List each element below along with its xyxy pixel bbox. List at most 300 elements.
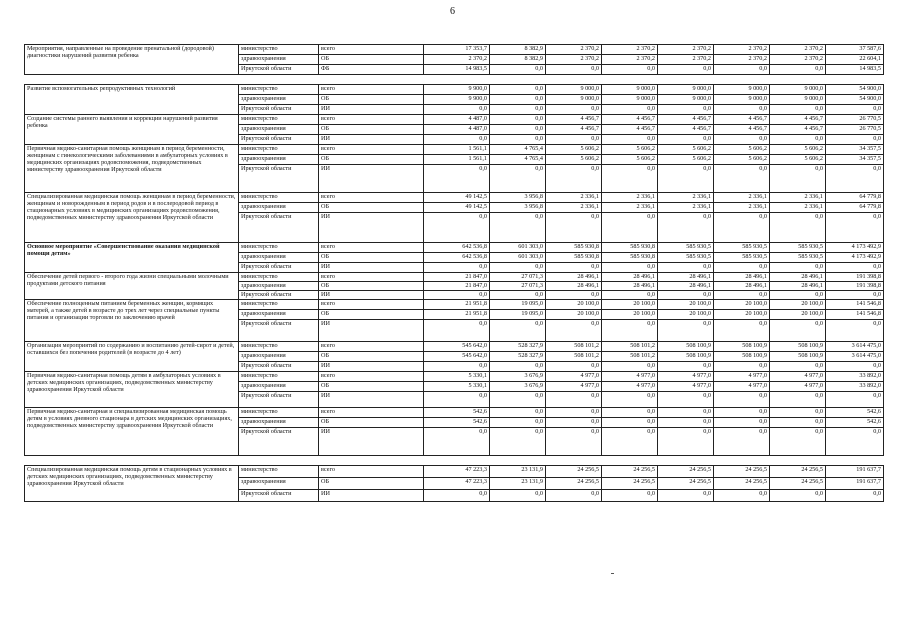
- year-value-cell: 4 977,0: [602, 382, 658, 392]
- funding-source-cell: ИИ: [319, 428, 424, 456]
- year-value-cell: 24 256,5: [770, 478, 826, 490]
- funding-source-cell: всего: [319, 408, 424, 418]
- year-value-cell: 508 100,9: [658, 352, 714, 362]
- year-value-cell: 585 930,5: [714, 243, 770, 253]
- year-value-cell: 0,0: [424, 490, 490, 502]
- year-value-cell: 0,0: [658, 418, 714, 428]
- year-value-cell: 4 977,0: [602, 372, 658, 382]
- year-value-cell: 0,0: [658, 263, 714, 273]
- year-value-cell: 28 496,1: [602, 282, 658, 291]
- funding-source-cell: всего: [319, 300, 424, 310]
- year-value-cell: 601 303,0: [490, 243, 546, 253]
- year-value-cell: 9 000,0: [770, 95, 826, 105]
- total-value-cell: 0,0: [826, 490, 884, 502]
- year-value-cell: 0,0: [714, 320, 770, 342]
- year-value-cell: 0,0: [714, 392, 770, 408]
- year-value-cell: 24 256,5: [546, 478, 602, 490]
- year-value-cell: 4 456,7: [658, 115, 714, 125]
- total-value-cell: 4 173 492,9: [826, 243, 884, 253]
- year-value-cell: 0,0: [770, 135, 826, 145]
- year-value-cell: 0,0: [490, 291, 546, 300]
- year-value-cell: 0,0: [490, 125, 546, 135]
- year-value-cell: 28 496,1: [546, 282, 602, 291]
- executor-cell: здравоохранения: [239, 55, 319, 65]
- executor-cell: Иркутской области: [239, 135, 319, 145]
- year-value-cell: 585 930,8: [602, 253, 658, 263]
- year-value-cell: 2 370,2: [658, 55, 714, 65]
- year-value-cell: 49 142,5: [424, 203, 490, 213]
- year-value-cell: 4 977,0: [770, 372, 826, 382]
- funding-source-cell: ОБ: [319, 310, 424, 320]
- year-value-cell: 4 456,7: [714, 115, 770, 125]
- year-value-cell: 24 256,5: [602, 466, 658, 478]
- year-value-cell: 28 496,1: [770, 273, 826, 282]
- year-value-cell: 2 370,2: [770, 45, 826, 55]
- year-value-cell: 9 000,0: [602, 95, 658, 105]
- year-value-cell: 545 642,0: [424, 342, 490, 352]
- year-value-cell: 508 100,9: [714, 342, 770, 352]
- year-value-cell: 585 930,8: [602, 243, 658, 253]
- total-value-cell: 14 983,5: [826, 65, 884, 75]
- executor-cell: Иркутской области: [239, 291, 319, 300]
- executor-cell: Иркутской области: [239, 105, 319, 115]
- year-value-cell: 0,0: [602, 392, 658, 408]
- executor-cell: министерство: [239, 193, 319, 203]
- year-value-cell: 0,0: [490, 105, 546, 115]
- executor-cell: министерство: [239, 115, 319, 125]
- year-value-cell: 27 071,3: [490, 282, 546, 291]
- executor-cell: министерство: [239, 243, 319, 253]
- year-value-cell: 2 370,2: [658, 45, 714, 55]
- funding-source-cell: всего: [319, 342, 424, 352]
- year-value-cell: 0,0: [714, 105, 770, 115]
- year-value-cell: 5 606,2: [602, 145, 658, 155]
- year-value-cell: 528 327,9: [490, 352, 546, 362]
- year-value-cell: 642 536,8: [424, 243, 490, 253]
- funding-source-cell: ОБ: [319, 282, 424, 291]
- year-value-cell: 0,0: [658, 320, 714, 342]
- year-value-cell: 0,0: [490, 392, 546, 408]
- year-value-cell: 0,0: [658, 213, 714, 243]
- year-value-cell: 0,0: [546, 105, 602, 115]
- year-value-cell: 0,0: [546, 135, 602, 145]
- year-value-cell: 542,6: [424, 418, 490, 428]
- year-value-cell: 0,0: [490, 362, 546, 372]
- total-value-cell: 3 614 475,0: [826, 342, 884, 352]
- funding-source-cell: ОБ: [319, 95, 424, 105]
- year-value-cell: 4 456,7: [602, 125, 658, 135]
- executor-cell: министерство: [239, 466, 319, 478]
- funding-source-cell: ИИ: [319, 105, 424, 115]
- executor-cell: здравоохранения: [239, 203, 319, 213]
- year-value-cell: 0,0: [714, 490, 770, 502]
- year-value-cell: 2 370,2: [602, 45, 658, 55]
- year-value-cell: 0,0: [658, 408, 714, 418]
- year-value-cell: 0,0: [546, 428, 602, 456]
- row-separator: [25, 456, 884, 466]
- year-value-cell: 0,0: [490, 165, 546, 193]
- total-value-cell: 0,0: [826, 362, 884, 372]
- executor-cell: министерство: [239, 273, 319, 282]
- year-value-cell: 0,0: [658, 105, 714, 115]
- year-value-cell: 9 000,0: [602, 85, 658, 95]
- total-value-cell: 0,0: [826, 165, 884, 193]
- year-value-cell: 0,0: [424, 428, 490, 456]
- year-value-cell: 23 131,9: [490, 478, 546, 490]
- activity-name-cell: Основное мероприятие «Совершенствование оказания медицинской помощи детям»: [25, 243, 239, 273]
- year-value-cell: 9 000,0: [658, 95, 714, 105]
- year-value-cell: 3 956,8: [490, 193, 546, 203]
- executor-cell: здравоохранения: [239, 382, 319, 392]
- year-value-cell: 5 606,2: [770, 155, 826, 165]
- total-value-cell: 0,0: [826, 291, 884, 300]
- year-value-cell: 0,0: [546, 392, 602, 408]
- year-value-cell: 4 977,0: [714, 372, 770, 382]
- executor-cell: здравоохранения: [239, 125, 319, 135]
- year-value-cell: 4 456,7: [770, 115, 826, 125]
- executor-cell: министерство: [239, 85, 319, 95]
- year-value-cell: 0,0: [770, 165, 826, 193]
- year-value-cell: 0,0: [490, 428, 546, 456]
- year-value-cell: 9 000,0: [546, 85, 602, 95]
- activity-name-cell: Организация мероприятий по содержанию и воспитанию детей-сирот и детей, оставшихся без попечения родителей (в возрасте до 4 лет): [25, 342, 239, 372]
- year-value-cell: 0,0: [546, 213, 602, 243]
- year-value-cell: 642 536,8: [424, 253, 490, 263]
- year-value-cell: 28 496,1: [658, 282, 714, 291]
- table-row: [25, 372, 884, 382]
- funding-source-cell: всего: [319, 45, 424, 55]
- funding-source-cell: ИИ: [319, 263, 424, 273]
- year-value-cell: 2 370,2: [714, 45, 770, 55]
- year-value-cell: 0,0: [490, 408, 546, 418]
- year-value-cell: 0,0: [602, 362, 658, 372]
- year-value-cell: 0,0: [602, 408, 658, 418]
- year-value-cell: 0,0: [546, 320, 602, 342]
- year-value-cell: 4 765,4: [490, 155, 546, 165]
- funding-source-cell: ИИ: [319, 213, 424, 243]
- year-value-cell: 24 256,5: [714, 466, 770, 478]
- table-row: [25, 45, 884, 55]
- year-value-cell: 5 606,2: [658, 145, 714, 155]
- executor-cell: Иркутской области: [239, 428, 319, 456]
- year-value-cell: 0,0: [424, 362, 490, 372]
- year-value-cell: 0,0: [490, 115, 546, 125]
- year-value-cell: 23 131,9: [490, 466, 546, 478]
- year-value-cell: 0,0: [770, 392, 826, 408]
- executor-cell: здравоохранения: [239, 352, 319, 362]
- year-value-cell: 9 900,0: [424, 85, 490, 95]
- year-value-cell: 2 336,1: [658, 203, 714, 213]
- activity-name-cell: Первичная медико-санитарная помощь детям в амбулаторных условиях в детских медицинских организациях, подведомственных министерству здравоохранения Иркутской области: [25, 372, 239, 408]
- year-value-cell: 542,6: [424, 408, 490, 418]
- year-value-cell: 20 100,0: [546, 300, 602, 310]
- year-value-cell: 0,0: [424, 291, 490, 300]
- year-value-cell: 0,0: [546, 291, 602, 300]
- year-value-cell: 20 100,0: [602, 300, 658, 310]
- year-value-cell: 20 100,0: [770, 310, 826, 320]
- year-value-cell: 0,0: [770, 320, 826, 342]
- year-value-cell: 5 330,1: [424, 382, 490, 392]
- funding-source-cell: ОБ: [319, 382, 424, 392]
- year-value-cell: 19 095,0: [490, 300, 546, 310]
- year-value-cell: 9 000,0: [714, 95, 770, 105]
- year-value-cell: 2 336,1: [546, 203, 602, 213]
- executor-cell: Иркутской области: [239, 490, 319, 502]
- year-value-cell: 3 676,9: [490, 382, 546, 392]
- activity-name-cell: Обеспечение полноценным питанием беременных женщин, кормящих матерей, а также детей в возрасте до трех лет через специальные пункты питания и организации торговли по заключению врачей: [25, 300, 239, 342]
- total-value-cell: 542,6: [826, 408, 884, 418]
- year-value-cell: 9 000,0: [546, 95, 602, 105]
- executor-cell: министерство: [239, 372, 319, 382]
- table-row: [25, 85, 884, 95]
- year-value-cell: 21 847,0: [424, 282, 490, 291]
- year-value-cell: 0,0: [546, 263, 602, 273]
- year-value-cell: 2 336,1: [658, 193, 714, 203]
- year-value-cell: 3 676,9: [490, 372, 546, 382]
- funding-source-cell: всего: [319, 115, 424, 125]
- year-value-cell: 0,0: [546, 165, 602, 193]
- total-value-cell: 22 604,1: [826, 55, 884, 65]
- executor-cell: здравоохранения: [239, 478, 319, 490]
- year-value-cell: 601 303,0: [490, 253, 546, 263]
- total-value-cell: 54 900,0: [826, 95, 884, 105]
- year-value-cell: 0,0: [714, 428, 770, 456]
- year-value-cell: 0,0: [770, 263, 826, 273]
- year-value-cell: 508 101,2: [602, 342, 658, 352]
- row-separator: [25, 75, 884, 85]
- funding-source-cell: ИИ: [319, 291, 424, 300]
- year-value-cell: 0,0: [546, 490, 602, 502]
- year-value-cell: 5 606,2: [714, 145, 770, 155]
- year-value-cell: 0,0: [602, 428, 658, 456]
- year-value-cell: 0,0: [546, 362, 602, 372]
- year-value-cell: 4 456,7: [714, 125, 770, 135]
- year-value-cell: 0,0: [546, 408, 602, 418]
- year-value-cell: 0,0: [490, 490, 546, 502]
- year-value-cell: 0,0: [658, 428, 714, 456]
- executor-cell: Иркутской области: [239, 320, 319, 342]
- year-value-cell: 4 456,7: [770, 125, 826, 135]
- year-value-cell: 20 100,0: [714, 300, 770, 310]
- activity-name-cell: Мероприятия, направленные на проведение пренатальной (дородовой) диагностики нарушений развития ребенка: [25, 45, 239, 75]
- executor-cell: здравоохранения: [239, 418, 319, 428]
- table-row: [25, 273, 884, 282]
- year-value-cell: 0,0: [658, 135, 714, 145]
- year-value-cell: 0,0: [490, 135, 546, 145]
- year-value-cell: 508 100,9: [658, 342, 714, 352]
- year-value-cell: 5 606,2: [658, 155, 714, 165]
- funding-source-cell: ИИ: [319, 135, 424, 145]
- year-value-cell: 4 977,0: [546, 382, 602, 392]
- year-value-cell: 0,0: [658, 490, 714, 502]
- year-value-cell: 0,0: [714, 213, 770, 243]
- funding-source-cell: всего: [319, 145, 424, 155]
- table-row: [25, 466, 884, 478]
- year-value-cell: 0,0: [490, 320, 546, 342]
- year-value-cell: 4 977,0: [658, 382, 714, 392]
- executor-cell: Иркутской области: [239, 263, 319, 273]
- year-value-cell: 2 370,2: [770, 55, 826, 65]
- year-value-cell: 21 951,8: [424, 300, 490, 310]
- year-value-cell: 0,0: [770, 291, 826, 300]
- funding-source-cell: всего: [319, 85, 424, 95]
- year-value-cell: 0,0: [602, 135, 658, 145]
- year-value-cell: 4 977,0: [546, 372, 602, 382]
- year-value-cell: 27 071,3: [490, 273, 546, 282]
- year-value-cell: 2 370,2: [714, 55, 770, 65]
- total-value-cell: 141 546,8: [826, 310, 884, 320]
- year-value-cell: 19 095,0: [490, 310, 546, 320]
- year-value-cell: 4 456,7: [658, 125, 714, 135]
- funding-source-cell: ОБ: [319, 55, 424, 65]
- year-value-cell: 17 353,7: [424, 45, 490, 55]
- year-value-cell: 0,0: [490, 85, 546, 95]
- executor-cell: здравоохранения: [239, 155, 319, 165]
- year-value-cell: 20 100,0: [714, 310, 770, 320]
- year-value-cell: 4 487,0: [424, 125, 490, 135]
- total-value-cell: 0,0: [826, 428, 884, 456]
- table-row: [25, 145, 884, 155]
- year-value-cell: 0,0: [714, 362, 770, 372]
- year-value-cell: 2 336,1: [602, 203, 658, 213]
- year-value-cell: 0,0: [602, 165, 658, 193]
- year-value-cell: 9 900,0: [424, 95, 490, 105]
- year-value-cell: 0,0: [424, 263, 490, 273]
- year-value-cell: 0,0: [770, 362, 826, 372]
- funding-source-cell: всего: [319, 243, 424, 253]
- activity-name-cell: Специализированная медицинская помощь детям в стационарных условиях в детских медицинских организациях, подведомственных министерству здравоохранения Иркутской области: [25, 466, 239, 502]
- year-value-cell: 5 606,2: [602, 155, 658, 165]
- year-value-cell: 585 930,8: [546, 243, 602, 253]
- year-value-cell: 8 382,9: [490, 55, 546, 65]
- funding-source-cell: ОБ: [319, 155, 424, 165]
- year-value-cell: 0,0: [714, 165, 770, 193]
- activity-name-cell: Обеспечение детей первого - второго года жизни специальными молочными продуктами детского питания: [25, 273, 239, 300]
- table-row: [25, 193, 884, 203]
- year-value-cell: 2 336,1: [770, 203, 826, 213]
- executor-cell: министерство: [239, 145, 319, 155]
- executor-cell: министерство: [239, 408, 319, 418]
- year-value-cell: 0,0: [490, 418, 546, 428]
- executor-cell: Иркутской области: [239, 213, 319, 243]
- year-value-cell: 508 101,2: [602, 352, 658, 362]
- total-value-cell: 141 546,8: [826, 300, 884, 310]
- year-value-cell: 0,0: [602, 213, 658, 243]
- executor-cell: Иркутской области: [239, 362, 319, 372]
- year-value-cell: 0,0: [424, 165, 490, 193]
- year-value-cell: 20 100,0: [602, 310, 658, 320]
- year-value-cell: 0,0: [424, 105, 490, 115]
- total-value-cell: 191 398,8: [826, 282, 884, 291]
- total-value-cell: 64 779,8: [826, 193, 884, 203]
- year-value-cell: 4 977,0: [714, 382, 770, 392]
- year-value-cell: 14 983,5: [424, 65, 490, 75]
- total-value-cell: 0,0: [826, 213, 884, 243]
- year-value-cell: 585 930,5: [658, 253, 714, 263]
- funding-source-cell: ФБ: [319, 65, 424, 75]
- year-value-cell: 0,0: [490, 95, 546, 105]
- year-value-cell: 0,0: [714, 408, 770, 418]
- funding-source-cell: ИИ: [319, 490, 424, 502]
- total-value-cell: 26 770,5: [826, 115, 884, 125]
- year-value-cell: 0,0: [770, 213, 826, 243]
- year-value-cell: 5 606,2: [546, 145, 602, 155]
- year-value-cell: 24 256,5: [658, 466, 714, 478]
- year-value-cell: 9 000,0: [658, 85, 714, 95]
- executor-cell: министерство: [239, 300, 319, 310]
- year-value-cell: 0,0: [546, 418, 602, 428]
- year-value-cell: 24 256,5: [658, 478, 714, 490]
- year-value-cell: 0,0: [602, 490, 658, 502]
- total-value-cell: 191 398,8: [826, 273, 884, 282]
- total-value-cell: 33 892,0: [826, 382, 884, 392]
- year-value-cell: 20 100,0: [770, 300, 826, 310]
- year-value-cell: 0,0: [658, 392, 714, 408]
- year-value-cell: 28 496,1: [546, 273, 602, 282]
- funding-source-cell: ИИ: [319, 165, 424, 193]
- row-separator-cell: [25, 456, 884, 466]
- funding-source-cell: ОБ: [319, 253, 424, 263]
- year-value-cell: 0,0: [770, 408, 826, 418]
- total-value-cell: 37 587,6: [826, 45, 884, 55]
- funding-table: [24, 44, 884, 502]
- year-value-cell: 0,0: [714, 65, 770, 75]
- year-value-cell: 2 370,2: [546, 45, 602, 55]
- year-value-cell: 21 951,8: [424, 310, 490, 320]
- total-value-cell: 191 637,7: [826, 466, 884, 478]
- year-value-cell: 0,0: [602, 65, 658, 75]
- page-number: 6: [450, 6, 455, 17]
- year-value-cell: 4 456,7: [602, 115, 658, 125]
- year-value-cell: 28 496,1: [714, 273, 770, 282]
- year-value-cell: 545 642,0: [424, 352, 490, 362]
- year-value-cell: 24 256,5: [546, 466, 602, 478]
- year-value-cell: 0,0: [602, 105, 658, 115]
- year-value-cell: 585 930,5: [770, 253, 826, 263]
- total-value-cell: 34 357,5: [826, 155, 884, 165]
- year-value-cell: 585 930,5: [714, 253, 770, 263]
- year-value-cell: 0,0: [424, 320, 490, 342]
- activity-name-cell: Специализированная медицинская помощь женщинам в период беременности, женщинам и новорожденным в период родов и в послеродовой период в стационарных условиях в медицинских организациях родовспоможения, подведомственных министерству здравоохранения Иркутской области: [25, 193, 239, 243]
- year-value-cell: 4 765,4: [490, 145, 546, 155]
- year-value-cell: 4 977,0: [658, 372, 714, 382]
- year-value-cell: 0,0: [424, 135, 490, 145]
- year-value-cell: 21 847,0: [424, 273, 490, 282]
- year-value-cell: 2 336,1: [546, 193, 602, 203]
- year-value-cell: 5 330,1: [424, 372, 490, 382]
- row-separator-cell: [25, 75, 884, 85]
- executor-cell: здравоохранения: [239, 95, 319, 105]
- executor-cell: здравоохранения: [239, 253, 319, 263]
- total-value-cell: 542,6: [826, 418, 884, 428]
- year-value-cell: 0,0: [490, 263, 546, 273]
- year-value-cell: 20 100,0: [546, 310, 602, 320]
- year-value-cell: 0,0: [770, 105, 826, 115]
- total-value-cell: 4 173 492,9: [826, 253, 884, 263]
- year-value-cell: 0,0: [770, 418, 826, 428]
- year-value-cell: 0,0: [424, 392, 490, 408]
- funding-source-cell: всего: [319, 466, 424, 478]
- funding-source-cell: ОБ: [319, 418, 424, 428]
- year-value-cell: 2 336,1: [770, 193, 826, 203]
- year-value-cell: 0,0: [490, 65, 546, 75]
- year-value-cell: 2 370,2: [424, 55, 490, 65]
- year-value-cell: 0,0: [602, 263, 658, 273]
- year-value-cell: 2 336,1: [602, 193, 658, 203]
- year-value-cell: 24 256,5: [770, 466, 826, 478]
- total-value-cell: 34 357,5: [826, 145, 884, 155]
- year-value-cell: 20 100,0: [658, 310, 714, 320]
